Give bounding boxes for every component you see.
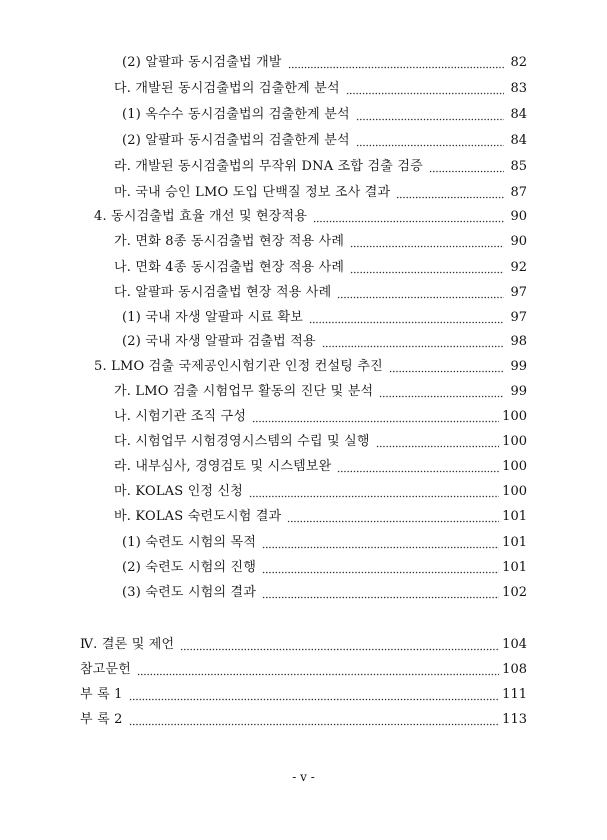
dot-leader [287, 506, 499, 528]
dot-leader [389, 356, 504, 378]
toc-entry[interactable] [80, 634, 527, 656]
toc-entry-title: 부 록 1 [80, 687, 123, 702]
toc-entry[interactable] [122, 557, 527, 579]
dot-leader [356, 104, 504, 126]
toc-entry[interactable] [114, 231, 527, 253]
dot-leader [346, 78, 504, 100]
toc-entry-page: 85 [510, 159, 527, 174]
toc-entry-title: (2) 국내 자생 알팔파 검출법 적용 [122, 334, 316, 349]
toc-entry[interactable] [122, 307, 527, 329]
toc-entry[interactable] [122, 331, 527, 353]
toc-entry-page: 98 [510, 334, 527, 349]
toc-entry-page: 113 [502, 712, 527, 727]
toc-entry[interactable] [114, 182, 527, 204]
toc-entry-title: 라. 개발된 동시검출법의 무작위 DNA 조합 검출 검증 [114, 159, 423, 174]
page-number: - v - [292, 770, 315, 784]
dot-leader [129, 684, 500, 706]
toc-entry-title: 가. LMO 검출 시험업무 활동의 진단 및 분석 [114, 384, 374, 399]
toc-entry-page: 101 [502, 560, 527, 575]
toc-entry-page: 102 [502, 585, 527, 600]
toc-entry-title: 바. KOLAS 숙련도시험 결과 [114, 509, 282, 524]
dot-leader [429, 156, 504, 178]
dot-leader [180, 634, 499, 656]
toc-entry-page: 84 [510, 107, 527, 122]
toc-entry-title: (1) 숙련도 시험의 목적 [122, 535, 257, 550]
toc-entry[interactable] [114, 78, 527, 100]
toc-entry-title: 다. 시험업무 시험경영시스템의 수립 및 실행 [114, 434, 370, 449]
dot-leader [262, 532, 499, 554]
toc-entry[interactable] [114, 456, 527, 478]
toc-entry-page: 100 [502, 484, 527, 499]
toc-entry-page: 90 [510, 209, 527, 224]
dot-leader [376, 431, 500, 453]
toc-entry-title: (2) 숙련도 시험의 진행 [122, 560, 257, 575]
toc-entry-title: 4. 동시검출법 효율 개선 및 현장적용 [94, 209, 308, 224]
toc-entry-title: 나. 면화 4종 동시검출법 현장 적용 사례 [114, 260, 345, 275]
toc-entry-page: 82 [510, 55, 527, 70]
toc-entry-title: Ⅳ. 결론 및 제언 [80, 637, 175, 652]
toc-entry-page: 83 [510, 81, 527, 96]
dot-leader [288, 52, 504, 74]
toc-entry[interactable] [122, 582, 527, 604]
dot-leader [309, 307, 504, 329]
toc-entry-title: 다. 알팔파 동시검출법 현장 적용 사례 [114, 285, 332, 300]
toc-entry-page: 101 [502, 509, 527, 524]
toc-entry[interactable] [114, 506, 527, 528]
toc-entry[interactable] [122, 532, 527, 554]
dot-leader [262, 582, 499, 604]
toc-entry-title: 나. 시험기관 조직 구성 [114, 409, 247, 424]
dot-leader [262, 557, 499, 579]
toc-entry-title: 부 록 2 [80, 712, 123, 727]
toc-entry-title: 참고문헌 [80, 662, 132, 677]
toc-entry-page: 99 [510, 359, 527, 374]
toc-entry[interactable] [114, 431, 527, 453]
toc-entry-title: (2) 알팔파 동시검출법의 검출한계 분석 [122, 133, 350, 148]
toc-entry-page: 97 [510, 285, 527, 300]
toc-entry[interactable] [114, 156, 527, 178]
dot-leader [350, 257, 504, 279]
toc-entry-page: 90 [510, 234, 527, 249]
dot-leader [252, 406, 499, 428]
toc-entry[interactable] [114, 257, 527, 279]
dot-leader [350, 231, 504, 253]
toc-entry-title: (1) 국내 자생 알팔파 시료 확보 [122, 310, 304, 325]
toc-entry-title: (2) 알팔파 동시검출법 개발 [122, 55, 282, 70]
toc-entry-title: (3) 숙련도 시험의 결과 [122, 585, 257, 600]
toc-entry-page: 87 [510, 185, 527, 200]
toc-entry-title: 마. 국내 승인 LMO 도입 단백질 정보 조사 결과 [114, 185, 391, 200]
dot-leader [322, 331, 504, 353]
dot-leader [337, 282, 504, 304]
toc-entry[interactable] [80, 684, 527, 706]
toc-entry-page: 111 [502, 687, 527, 702]
toc-entry-title: 5. LMO 검출 국제공인시험기관 인정 컨설팅 추진 [94, 359, 383, 374]
toc-entry-title: 다. 개발된 동시검출법의 검출한계 분석 [114, 81, 340, 96]
toc-entry-page: 100 [502, 459, 527, 474]
toc-entry-page: 108 [502, 662, 527, 677]
toc-entry-page: 101 [502, 535, 527, 550]
toc-entry[interactable] [94, 206, 527, 228]
toc-entry-page: 97 [510, 310, 527, 325]
toc-entry[interactable] [122, 52, 527, 74]
toc-entry-page: 104 [502, 637, 527, 652]
toc-entry[interactable] [114, 381, 527, 403]
toc-entry-page: 92 [510, 260, 527, 275]
dot-leader [137, 659, 499, 681]
toc-entry[interactable] [94, 356, 527, 378]
toc-entry-page: 100 [502, 409, 527, 424]
dot-leader [337, 456, 499, 478]
toc-entry-title: 라. 내부심사, 경영검토 및 시스템보완 [114, 459, 332, 474]
toc-entry[interactable] [122, 130, 527, 152]
toc-entry[interactable] [114, 282, 527, 304]
toc-entry[interactable] [80, 709, 527, 731]
dot-leader [313, 206, 504, 228]
toc-entry-page: 84 [510, 133, 527, 148]
dot-leader [249, 481, 499, 503]
toc-entry-title: 마. KOLAS 인정 신청 [114, 484, 244, 499]
dot-leader [396, 182, 504, 204]
toc-entry-page: 100 [502, 434, 527, 449]
dot-leader [129, 709, 500, 731]
dot-leader [356, 130, 504, 152]
toc-entry[interactable] [122, 104, 527, 126]
toc-entry-page: 99 [510, 384, 527, 399]
toc-entry[interactable] [80, 659, 527, 681]
toc-entry-title: (1) 옥수수 동시검출법의 검출한계 분석 [122, 107, 350, 122]
dot-leader [379, 381, 504, 403]
toc-entry[interactable] [114, 481, 527, 503]
toc-entry[interactable] [114, 406, 527, 428]
toc-entry-title: 가. 면화 8종 동시검출법 현장 적용 사례 [114, 234, 345, 249]
